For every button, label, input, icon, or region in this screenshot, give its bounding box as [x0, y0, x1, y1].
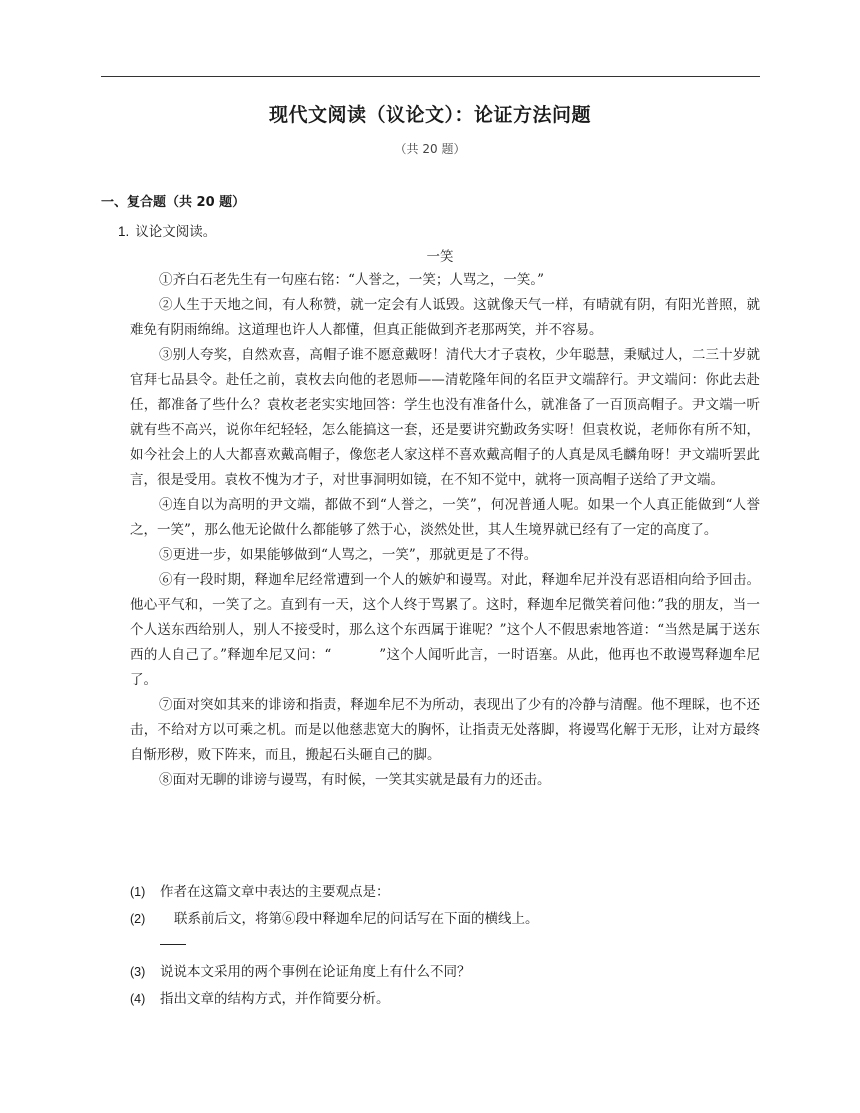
sub-question-number: (4) — [130, 992, 146, 1006]
sub-question-1 — [130, 880, 390, 900]
sub-question-text: 说说本文采用的两个事例在论证角度上有什么不同？ — [160, 964, 471, 980]
header-rule — [101, 76, 760, 77]
essay-paragraph: ②人生于天地之间，有人称赞，就一定会有人诋毁。这就像天气一样，有晴就有阴，有阳光普照，就难免有阴雨绵绵。这道理也许人人都懂，但真正能做到齐老那两笑，并不容易。 — [130, 297, 760, 338]
paragraph6-after-blank: ”这个人闻听此言，一时语塞。从此，他再也不敢谩骂释迦牟尼了。 — [130, 647, 760, 688]
sub-question-text: 联系前后文，将第⑥段中释迦牟尼的问话写在下面的横线上。 — [174, 911, 539, 927]
paragraph6-before-blank: ⑥有一段时期，释迦牟尼经常遭到一个人的嫉妒和谩骂。对此，释迦牟尼并没有恶语相向给予回击。他心平气和，一笑了之。直到有一天，这个人终于骂累了。这时，释迦牟尼微笑着问他：”我的朋友，当一个人送东西给别人，别人不接受时，那么这个东西属于谁呢？”这个人不假思索地答道：“当然是属于送东西的人自己了。”释迦牟尼又问：“ — [130, 572, 760, 663]
section-heading: 一、复合题（共 20 题） — [101, 195, 246, 210]
essay-body — [130, 268, 760, 793]
essay-paragraph: ⑧面对无聊的诽谤与谩骂，有时候，一笑其实就是最有力的还击。 — [159, 772, 551, 788]
essay-paragraph: ⑤更进一步，如果能够做到“人骂之，一笑”，那就更是了不得。 — [159, 547, 538, 563]
sub-question-number: (2) — [130, 912, 146, 926]
answer-blank-line[interactable] — [160, 944, 186, 945]
sub-question-number: (3) — [130, 965, 146, 979]
sub-question-4 — [130, 987, 390, 1007]
essay-title: 一笑 — [426, 249, 454, 265]
question-prompt: 议论文阅读。 — [135, 224, 217, 240]
question-count: （共 20 题） — [394, 142, 466, 156]
sub-question-number: (1) — [130, 885, 146, 899]
question-header — [118, 220, 216, 240]
essay-paragraph: ⑦面对突如其来的诽谤和指责，释迦牟尼不为所动，表现出了少有的冷静与清醒。他不理睬，也不还击，不给对方以可乘之机。而是以他慈悲宽大的胸怀，让指责无处落脚，将谩骂化解于无形，让对方最终自惭形秽，败下阵来，而且，搬起石头砸自己的脚。 — [130, 697, 760, 763]
sub-question-text: 作者在这篇文章中表达的主要观点是： — [160, 884, 390, 900]
essay-paragraph-6 — [130, 568, 760, 693]
sub-question-text: 指出文章的结构方式，并作简要分析。 — [160, 991, 390, 1007]
sub-question-2 — [130, 907, 539, 927]
essay-paragraph: ④连自以为高明的尹文端，都做不到“人誉之，一笑”，何况普通人呢。如果一个人真正能做到“人誉之，一笑”，那么他无论做什么都能够了然于心，淡然处世，其人生境界就已经有了一定的高度了。 — [130, 497, 760, 538]
essay-paragraph: ①齐白石老先生有一句座右铭：“人誉之，一笑；人骂之，一笑。” — [159, 272, 545, 288]
essay-paragraph: ③别人夸奖，自然欢喜，高帽子谁不愿意戴呀！清代大才子袁枚，少年聪慧，秉赋过人，二三十岁就官拜七品县令。赴任之前，袁枚去向他的老恩师——清乾隆年间的名臣尹文端辞行。尹文端问：你此去赴任，都准备了些什么？袁枚老老实实地回答：学生也没有准备什么，就准备了一百顶高帽子。尹文端一听就有些不高兴，说你年纪轻轻，怎么能搞这一套，还是要讲究勤政务实呀！但袁枚说，老师你有所不知，如今社会上的人大都喜欢戴高帽子，像您老人家这样不喜欢戴高帽子的人真是凤毛麟角呀！尹文端听罢此言，很是受用。袁枚不愧为才子，对世事洞明如镜，在不知不觉中，就将一顶高帽子送给了尹文端。 — [130, 347, 760, 488]
sub-question-3 — [130, 960, 471, 980]
question-number: 1. — [118, 224, 130, 239]
page-title: 现代文阅读（议论文）：论证方法问题 — [268, 104, 591, 126]
